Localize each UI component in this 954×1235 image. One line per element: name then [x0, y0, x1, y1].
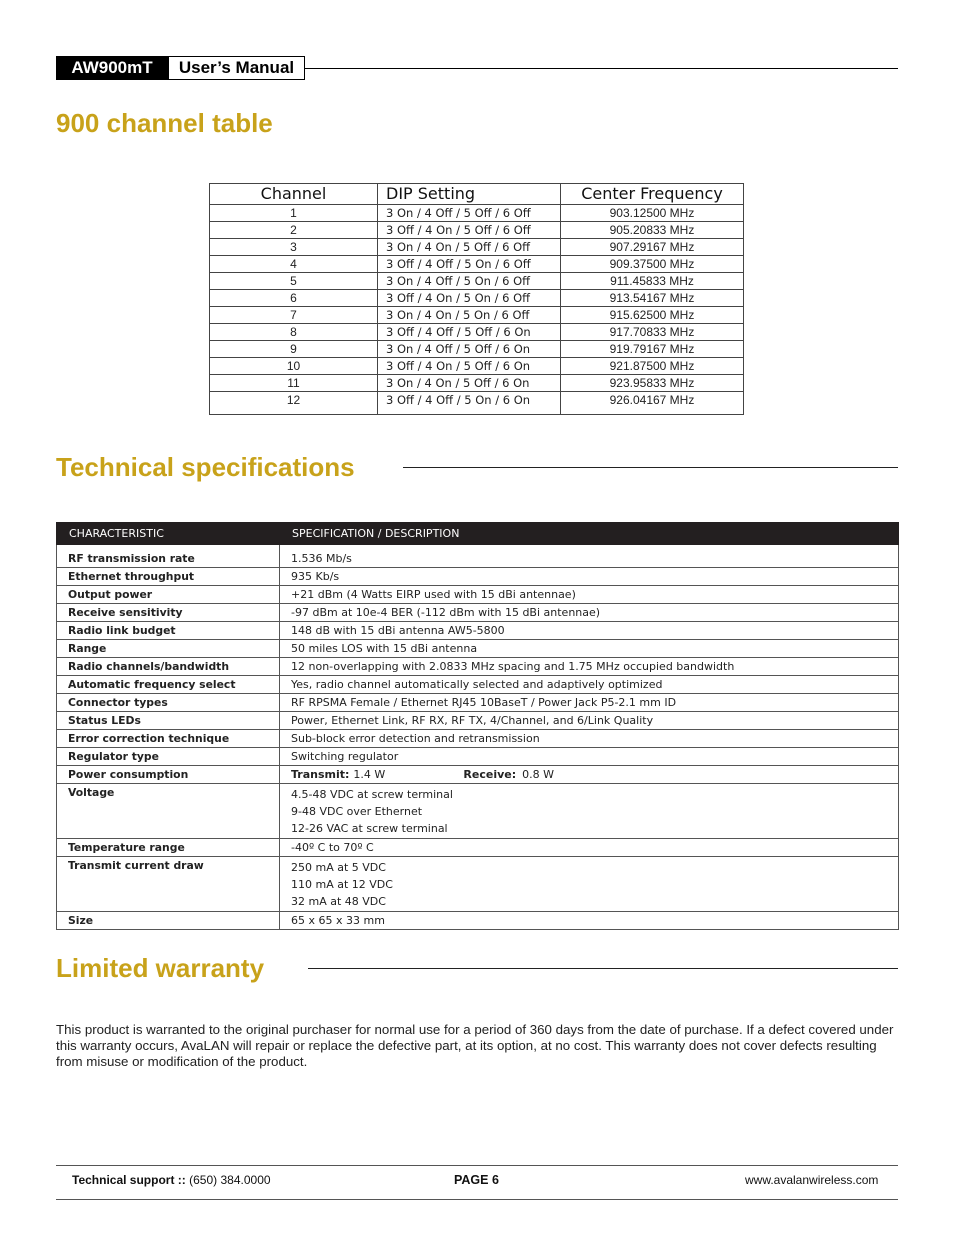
spec-line: 4.5-48 VDC at screw terminal [291, 788, 453, 801]
spec-row [57, 784, 899, 839]
spec-row [57, 622, 899, 640]
channel-table-header [210, 184, 744, 205]
warranty-text: This product is warranted to the original purchaser for normal use for a period of 360 days from the date of purchase. If a defect covered under this warranty occurs, AvaLAN will repair or replace the defective part, at its option, at no cost. This warranty does not cover defects resulting from misuse or modification of the product. [56, 1022, 894, 1069]
center-frequency: 923.95833 MHz [561, 375, 744, 392]
spec-row [57, 640, 899, 658]
spec-row [57, 545, 899, 568]
transmit-label: Transmit: [291, 768, 350, 781]
channel-row [210, 341, 744, 358]
center-frequency: 907.29167 MHz [561, 239, 744, 256]
spec-line: 9-48 VDC over Ethernet [291, 805, 423, 818]
footer-support [72, 1173, 271, 1187]
channel-row [210, 375, 744, 392]
center-frequency: 903.12500 MHz [561, 205, 744, 222]
spec-characteristic: Regulator type [57, 748, 280, 766]
spec-description: RF RPSMA Female / Ethernet RJ45 10BaseT / Power Jack P5-2.1 mm ID [280, 694, 899, 712]
spec-characteristic: RF transmission rate [57, 545, 280, 568]
column-header-dip-setting: DIP Setting [378, 184, 561, 205]
spec-row [57, 730, 899, 748]
center-frequency: 917.70833 MHz [561, 324, 744, 341]
spec-line: 32 mA at 48 VDC [291, 895, 386, 908]
channel-number: 4 [210, 256, 378, 273]
dip-setting: 3 On / 4 On / 5 Off / 6 On [378, 375, 561, 392]
tech-spec-title: Technical specifications [56, 452, 355, 482]
spec-description: 65 x 65 x 33 mm [280, 912, 899, 930]
channel-number: 1 [210, 205, 378, 222]
spec-line: 110 mA at 12 VDC [291, 878, 393, 891]
spec-table [56, 522, 899, 930]
center-frequency: 926.04167 MHz [561, 392, 744, 415]
channel-table-title: 900 channel table [56, 108, 273, 138]
spec-description: 12 non-overlapping with 2.0833 MHz spacing and 1.75 MHz occupied bandwidth [280, 658, 899, 676]
dip-setting: 3 Off / 4 On / 5 Off / 6 On [378, 358, 561, 375]
spec-characteristic: Power consumption [57, 766, 280, 784]
dip-setting: 3 On / 4 Off / 5 Off / 6 On [378, 341, 561, 358]
spec-description: Yes, radio channel automatically selected and adaptively optimized [280, 676, 899, 694]
spec-characteristic: Range [57, 640, 280, 658]
dip-setting: 3 Off / 4 Off / 5 On / 6 On [378, 392, 561, 415]
spec-line: 250 mA at 5 VDC [291, 861, 386, 874]
channel-row [210, 205, 744, 222]
spec-characteristic: Radio channels/bandwidth [57, 658, 280, 676]
spec-row [57, 604, 899, 622]
spec-description: +21 dBm (4 Watts EIRP used with 15 dBi antennae) [280, 586, 899, 604]
spec-description: -40º C to 70º C [280, 839, 899, 857]
dip-setting: 3 Off / 4 On / 5 On / 6 Off [378, 290, 561, 307]
spec-characteristic: Status LEDs [57, 712, 280, 730]
spec-characteristic: Automatic frequency select [57, 676, 280, 694]
column-header-center-frequency: Center Frequency [561, 184, 744, 205]
spec-row [57, 857, 899, 912]
dip-setting: 3 Off / 4 On / 5 Off / 6 Off [378, 222, 561, 239]
channel-number: 10 [210, 358, 378, 375]
spec-description: Switching regulator [280, 748, 899, 766]
spec-description: Sub-block error detection and retransmission [280, 730, 899, 748]
spec-description: 50 miles LOS with 15 dBi antenna [280, 640, 899, 658]
dip-setting: 3 On / 4 On / 5 Off / 6 Off [378, 239, 561, 256]
spec-row [57, 586, 899, 604]
support-phone: (650) 384.0000 [189, 1173, 271, 1187]
column-header-channel: Channel [210, 184, 378, 205]
spec-characteristic: Size [57, 912, 280, 930]
footer-rule-bottom [56, 1199, 898, 1200]
center-frequency: 915.62500 MHz [561, 307, 744, 324]
spec-description [280, 857, 899, 912]
channel-row [210, 222, 744, 239]
channel-row [210, 256, 744, 273]
spec-row [57, 766, 899, 784]
spec-row [57, 676, 899, 694]
spec-row [57, 694, 899, 712]
spec-line: 12-26 VAC at screw terminal [291, 822, 448, 835]
spec-table-header [57, 523, 899, 545]
channel-number: 9 [210, 341, 378, 358]
spec-characteristic: Connector types [57, 694, 280, 712]
center-frequency: 909.37500 MHz [561, 256, 744, 273]
column-header-specification: SPECIFICATION / DESCRIPTION [280, 523, 899, 545]
dip-setting: 3 On / 4 On / 5 On / 6 Off [378, 307, 561, 324]
channel-row [210, 324, 744, 341]
channel-row [210, 307, 744, 324]
channel-row [210, 358, 744, 375]
warranty-rule [308, 968, 898, 969]
channel-number: 11 [210, 375, 378, 392]
channel-number: 3 [210, 239, 378, 256]
spec-row [57, 748, 899, 766]
dip-setting: 3 On / 4 Off / 5 On / 6 Off [378, 273, 561, 290]
channel-row [210, 273, 744, 290]
header-rule [305, 68, 898, 69]
document-manual-label: User’s Manual [168, 56, 305, 80]
spec-characteristic: Transmit current draw [57, 857, 280, 912]
spec-characteristic: Receive sensitivity [57, 604, 280, 622]
spec-characteristic: Ethernet throughput [57, 568, 280, 586]
channel-table [209, 183, 744, 415]
spec-row [57, 658, 899, 676]
spec-characteristic: Output power [57, 586, 280, 604]
spec-characteristic: Error correction technique [57, 730, 280, 748]
center-frequency: 913.54167 MHz [561, 290, 744, 307]
channel-table-body [210, 205, 744, 415]
spec-characteristic: Radio link budget [57, 622, 280, 640]
spec-characteristic: Voltage [57, 784, 280, 839]
footer-rule-top [56, 1165, 898, 1166]
spec-description: -97 dBm at 10e-4 BER (-112 dBm with 15 dBi antennae) [280, 604, 899, 622]
dip-setting: 3 Off / 4 Off / 5 On / 6 Off [378, 256, 561, 273]
spec-row [57, 568, 899, 586]
receive-label: Receive: [463, 768, 517, 781]
receive-value: 0.8 W [522, 768, 555, 781]
spec-row [57, 839, 899, 857]
center-frequency: 911.45833 MHz [561, 273, 744, 290]
channel-number: 5 [210, 273, 378, 290]
center-frequency: 921.87500 MHz [561, 358, 744, 375]
transmit-value: 1.4 W [353, 768, 386, 781]
channel-row [210, 239, 744, 256]
spec-description [280, 766, 899, 784]
channel-number: 7 [210, 307, 378, 324]
channel-row [210, 290, 744, 307]
warranty-title: Limited warranty [56, 953, 265, 983]
channel-number: 2 [210, 222, 378, 239]
page-number: PAGE 6 [454, 1173, 499, 1187]
channel-number: 8 [210, 324, 378, 341]
spec-row [57, 712, 899, 730]
spec-row [57, 912, 899, 930]
website-link[interactable]: www.avalanwireless.com [745, 1173, 879, 1187]
center-frequency: 919.79167 MHz [561, 341, 744, 358]
column-header-characteristic: CHARACTERISTIC [57, 523, 280, 545]
spec-description: Power, Ethernet Link, RF RX, RF TX, 4/Channel, and 6/Link Quality [280, 712, 899, 730]
spec-description: 935 Kb/s [280, 568, 899, 586]
channel-number: 12 [210, 392, 378, 415]
channel-number: 6 [210, 290, 378, 307]
spec-description: 148 dB with 15 dBi antenna AW5-5800 [280, 622, 899, 640]
document-model: AW900mT [56, 56, 168, 80]
spec-characteristic: Temperature range [57, 839, 280, 857]
spec-description [280, 784, 899, 839]
dip-setting: 3 Off / 4 Off / 5 Off / 6 On [378, 324, 561, 341]
spec-description: 1.536 Mb/s [280, 545, 899, 568]
support-label: Technical support :: [72, 1173, 186, 1187]
dip-setting: 3 On / 4 Off / 5 Off / 6 Off [378, 205, 561, 222]
channel-row [210, 392, 744, 415]
tech-spec-rule [403, 467, 898, 468]
spec-table-body [57, 545, 899, 930]
center-frequency: 905.20833 MHz [561, 222, 744, 239]
